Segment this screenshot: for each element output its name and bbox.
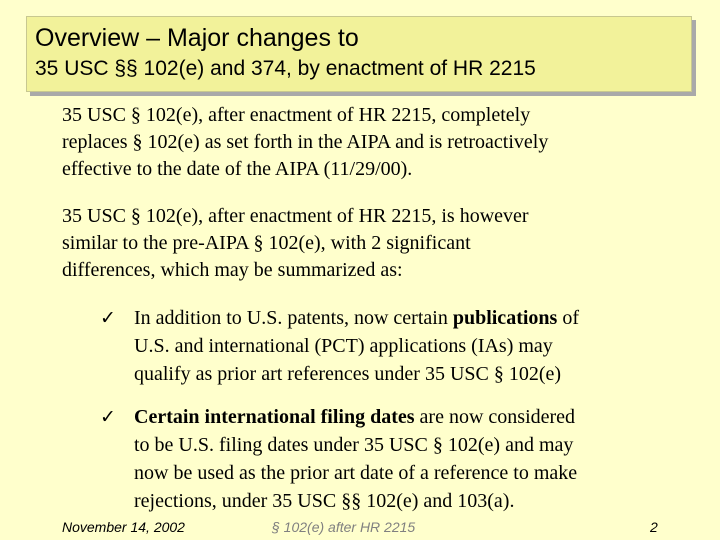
checkmark-icon: ✓ [100, 406, 116, 428]
footer-center-text: § 102(e) after HR 2215 [272, 519, 416, 535]
bullet-2-line-1 [134, 403, 577, 431]
paragraph-2-line-2: similar to the pre-AIPA § 102(e), with 2 significant [62, 232, 471, 254]
paragraph-2 [62, 203, 529, 284]
slide-title-box [26, 16, 692, 92]
paragraph-1-line-1: 35 USC § 102(e), after enactment of HR 2215, completely [62, 104, 531, 126]
footer-date: November 14, 2002 [62, 519, 185, 535]
paragraph-2-line-1: 35 USC § 102(e), after enactment of HR 2215, is however [62, 205, 529, 227]
bullet-1-bold-term: publications [452, 307, 558, 329]
paragraph-1-line-3: effective to the date of the AIPA (11/29/00). [62, 158, 413, 180]
bullet-2-line-3: now be used as the prior art date of a reference to make [134, 462, 578, 484]
bullet-2-bold-term: Certain international filing dates [134, 406, 415, 428]
bullet-1-line-1-text: In addition to U.S. patents, now certain [134, 307, 453, 329]
bullet-2-line-1-tail: are now considered [414, 406, 576, 428]
bullet-1-line-3: qualify as prior art references under 35 USC § 102(e) [134, 363, 562, 385]
bullet-1-line-1-tail: of [557, 307, 579, 329]
paragraph-1 [62, 102, 548, 183]
bullet-2-line-2: to be U.S. filing dates under 35 USC § 102(e) and may [134, 434, 574, 456]
slide-title: Overview – Major changes to [35, 24, 359, 52]
checkmark-icon: ✓ [100, 307, 116, 329]
paragraph-2-line-3: differences, which may be summarized as: [62, 259, 403, 281]
paragraph-1-line-2: replaces § 102(e) as set forth in the AIPA and is retroactively [62, 131, 549, 153]
slide-subtitle: 35 USC §§ 102(e) and 374, by enactment of HR 2215 [35, 57, 536, 80]
bullet-1-line-2: U.S. and international (PCT) applications (IAs) may [134, 335, 553, 357]
bullet-1-line-1 [134, 304, 579, 332]
bullet-2-line-4: rejections, under 35 USC §§ 102(e) and 103(a). [134, 490, 515, 512]
page-number: 2 [650, 519, 658, 535]
